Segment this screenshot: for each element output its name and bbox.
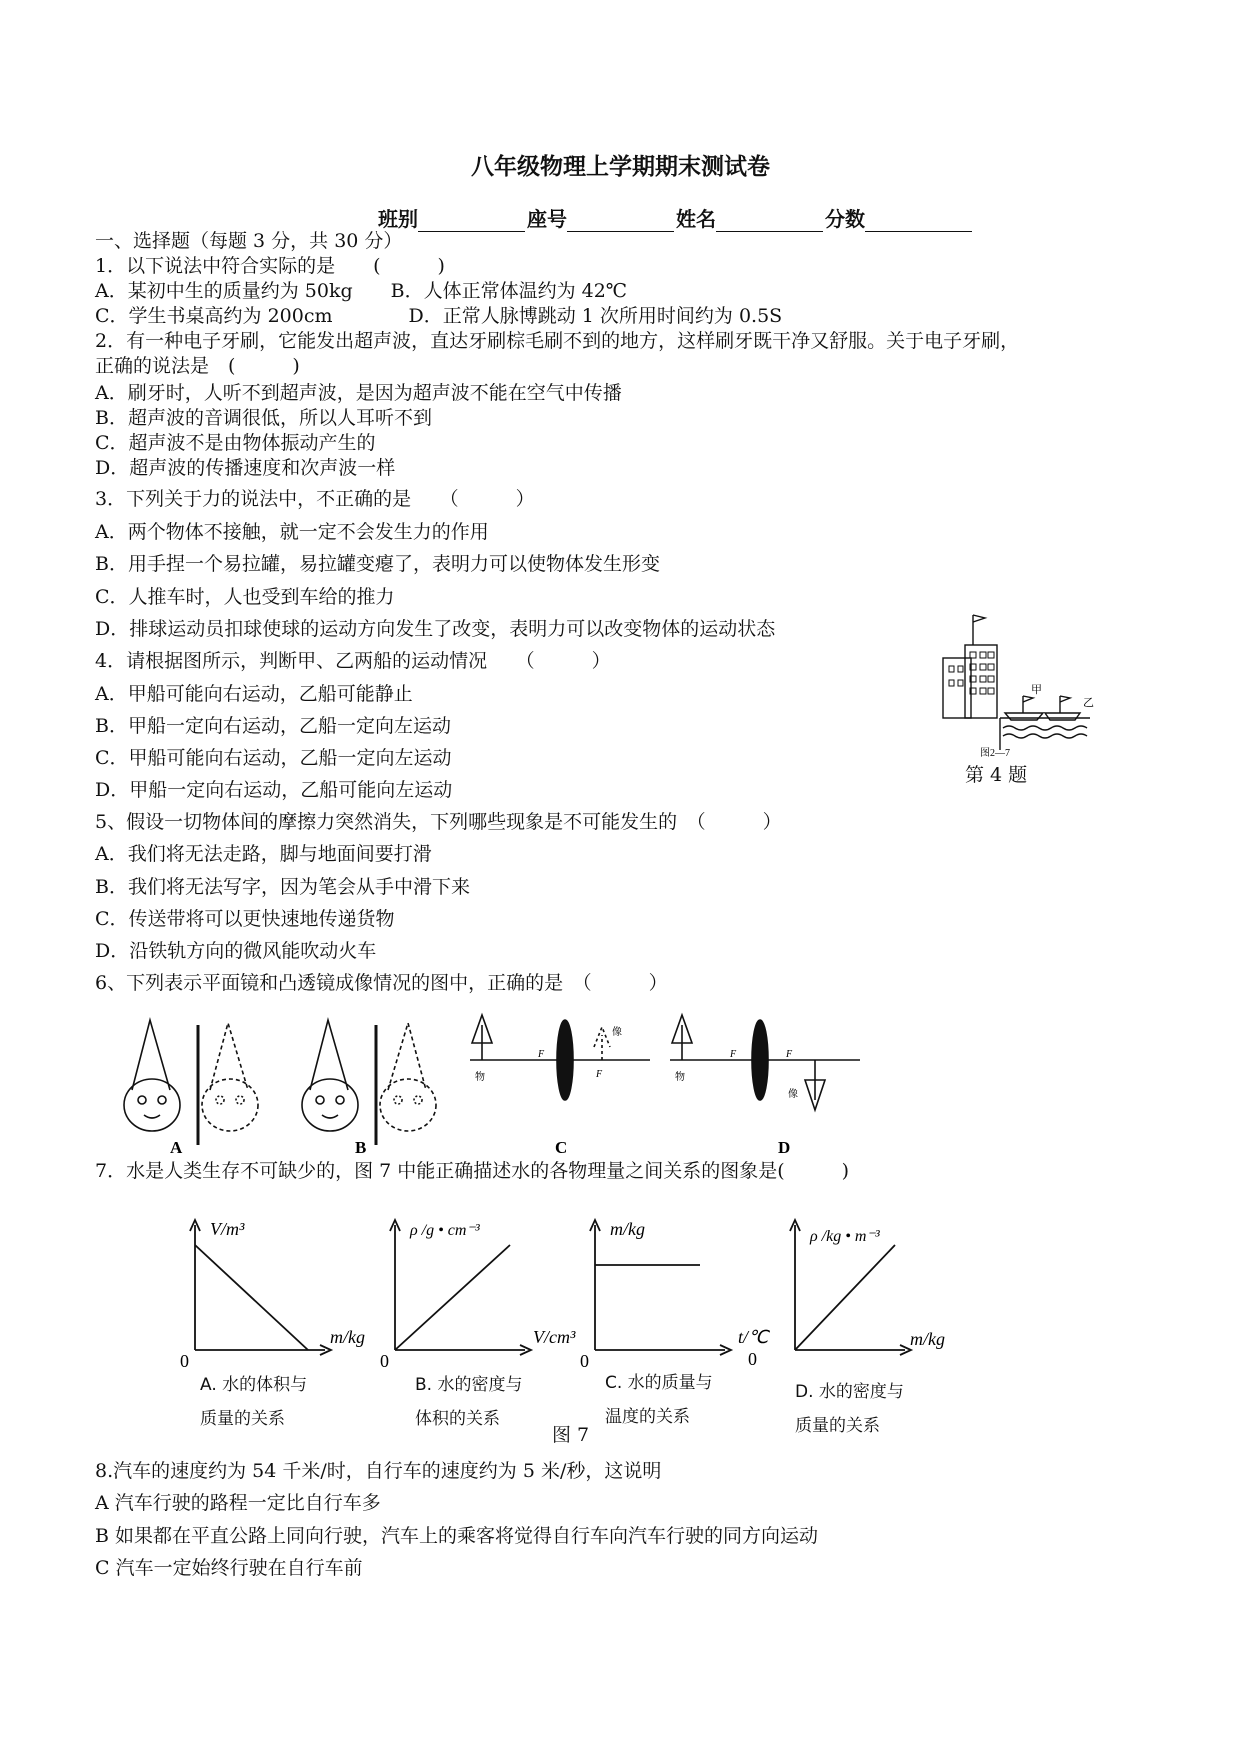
graph-a-caption	[200, 1368, 307, 1436]
graph-a-caption-line2: 质量的关系	[200, 1409, 285, 1429]
q4-stem: 4．请根据图所示，判断甲、乙两船的运动情况 （ ）	[95, 650, 611, 672]
q6-stem: 6、下列表示平面镜和凸透镜成像情况的图中，正确的是 （ ）	[95, 972, 668, 994]
graph-c-xlabel: t/℃	[738, 1327, 769, 1347]
q2-stem-line2: 正确的说法是 ( )	[95, 355, 300, 377]
graph-c-caption-line2: 温度的关系	[605, 1407, 690, 1427]
q8-option-c: C 汽车一定始终行驶在自行车前	[95, 1557, 363, 1579]
graph-a-ylabel: V/m³	[210, 1219, 245, 1239]
graph-b-axes	[390, 1220, 531, 1355]
c-image-label: 像	[612, 1027, 622, 1038]
graph-c-ylabel: m/kg	[610, 1219, 645, 1239]
name-blank[interactable]	[716, 211, 823, 232]
q1-options-cd: C．学生书桌高约为 200cm D．正常人脉博跳动 1 次所用时间约为 0.5S	[95, 305, 783, 327]
q5-option-c: C．传送带将可以更快速地传递货物	[95, 908, 395, 930]
name-label: 姓名	[676, 207, 716, 231]
d-image-label: 像	[788, 1089, 798, 1100]
graph-b-line	[395, 1245, 510, 1350]
q4-option-b: B．甲船一定向右运动，乙船一定向左运动	[95, 715, 451, 737]
graph-d-caption-line2: 质量的关系	[795, 1416, 880, 1436]
class-blank[interactable]	[418, 211, 525, 232]
graph-a-line	[195, 1245, 308, 1350]
graph-a-origin: 0	[180, 1351, 189, 1371]
q3-option-b: B．用手捏一个易拉罐，易拉罐变瘪了，表明力可以使物体发生形变	[95, 553, 660, 575]
q2-stem-line1: 2．有一种电子牙刷，它能发出超声波，直达牙刷棕毛刷不到的地方，这样刷牙既干净又舒服。关于电子牙刷，	[95, 330, 1020, 352]
section-heading: 一、选择题（每题 3 分，共 30 分）	[95, 230, 403, 252]
q1-stem: 1．以下说法中符合实际的是 ( )	[95, 255, 445, 277]
d-focus-right: F	[786, 1049, 793, 1060]
q6-figure-optics	[110, 1005, 890, 1155]
class-label: 班别	[378, 207, 418, 231]
option-b-label: B	[355, 1138, 367, 1157]
option-d-lens-diagram	[670, 1015, 860, 1110]
jia-label: 甲	[1031, 684, 1042, 696]
graph-a-xlabel: m/kg	[330, 1327, 365, 1347]
option-d-label: D	[778, 1138, 791, 1157]
q5-option-a: A．我们将无法走路，脚与地面间要打滑	[95, 843, 432, 865]
graph-b-caption-line1: B. 水的密度与	[415, 1375, 523, 1395]
c-focus-left: F	[538, 1049, 545, 1060]
graph-b-ylabel: ρ /g • cm⁻³	[410, 1222, 480, 1239]
q4-figure-boats	[925, 610, 1105, 759]
graph-d-caption	[795, 1375, 904, 1443]
graph-c-origin: 0	[580, 1351, 589, 1371]
graph-b-xlabel: V/cm³	[533, 1327, 576, 1347]
graph-a-axes	[190, 1220, 331, 1355]
q2-option-d: D．超声波的传播速度和次声波一样	[95, 457, 396, 479]
q8-option-b: B 如果都在平直公路上同向行驶，汽车上的乘客将觉得自行车向汽车行驶的同方向运动	[95, 1525, 819, 1547]
q2-option-b: B．超声波的音调很低，所以人耳听不到	[95, 407, 432, 429]
option-b-mirror-diagram	[302, 1020, 436, 1145]
fig7-caption: 图 7	[552, 1424, 590, 1446]
c-focus-right: F	[596, 1069, 603, 1080]
page-title: 八年级物理上学期期末测试卷	[471, 153, 770, 180]
q8-option-a: A 汽车行驶的路程一定比自行车多	[95, 1492, 381, 1514]
graph-b-caption-line2: 体积的关系	[415, 1409, 500, 1429]
d-focus-left: F	[730, 1049, 737, 1060]
student-info-row	[378, 203, 974, 232]
yi-label: 乙	[1083, 697, 1094, 709]
graph-d-xlabel: m/kg	[910, 1329, 945, 1349]
q5-option-d: D．沿铁轨方向的微风能吹动火车	[95, 940, 377, 962]
score-label: 分数	[825, 207, 865, 231]
c-object-label: 物	[475, 1072, 485, 1083]
q3-option-d: D．排球运动员扣球使球的运动方向发生了改变，表明力可以改变物体的运动状态	[95, 618, 776, 640]
graph-d-origin: 0	[748, 1349, 757, 1369]
graph-c-axes	[590, 1220, 731, 1355]
q5-option-b: B．我们将无法写字，因为笔会从手中滑下来	[95, 876, 470, 898]
q5-stem: 5、假设一切物体间的摩擦力突然消失，下列哪些现象是不可能发生的 （ ）	[95, 811, 782, 833]
q2-option-a: A．刷牙时，人听不到超声波，是因为超声波不能在空气中传播	[95, 382, 622, 404]
seat-label: 座号	[527, 207, 567, 231]
graph-b-origin: 0	[380, 1351, 389, 1371]
fig7-graphs	[180, 1215, 980, 1371]
option-c-lens-diagram	[470, 1015, 650, 1100]
q4-option-a: A．甲船可能向右运动，乙船可能静止	[95, 683, 413, 705]
q4-option-c: C．甲船可能向右运动，乙船一定向左运动	[95, 747, 452, 769]
q1-options-ab: A．某初中生的质量约为 50kg B．人体正常体温约为 42℃	[95, 280, 628, 302]
q4-option-d: D．甲船一定向右运动，乙船可能向左运动	[95, 779, 453, 801]
graph-b-caption	[415, 1368, 522, 1436]
option-a-label: A	[170, 1138, 183, 1157]
q3-option-a: A．两个物体不接触，就一定不会发生力的作用	[95, 521, 489, 543]
q4-figure-caption: 第 4 题	[965, 764, 1028, 786]
graph-c-caption	[605, 1366, 713, 1434]
graph-d-line	[795, 1245, 895, 1350]
q7-stem: 7．水是人类生存不可缺少的，图 7 中能正确描述水的各物理量之间关系的图象是( )	[95, 1160, 850, 1182]
score-blank[interactable]	[865, 211, 972, 232]
option-c-label: C	[555, 1138, 568, 1157]
fig4-number: 图2—7	[980, 748, 1010, 759]
graph-d-ylabel: ρ /kg • m⁻³	[810, 1228, 880, 1245]
graph-c-caption-line1: C. 水的质量与	[605, 1373, 713, 1393]
q2-option-c: C．超声波不是由物体振动产生的	[95, 432, 376, 454]
graph-a-caption-line1: A. 水的体积与	[200, 1375, 308, 1395]
option-a-mirror-diagram	[124, 1020, 258, 1145]
q3-stem: 3．下列关于力的说法中，不正确的是 （ ）	[95, 488, 535, 510]
d-object-label: 物	[675, 1072, 685, 1083]
q3-option-c: C．人推车时，人也受到车给的推力	[95, 586, 395, 608]
q8-stem: 8.汽车的速度约为 54 千米/时，自行车的速度约为 5 米/秒，这说明	[95, 1460, 662, 1482]
seat-blank[interactable]	[567, 211, 674, 232]
graph-d-caption-line1: D. 水的密度与	[795, 1382, 904, 1402]
